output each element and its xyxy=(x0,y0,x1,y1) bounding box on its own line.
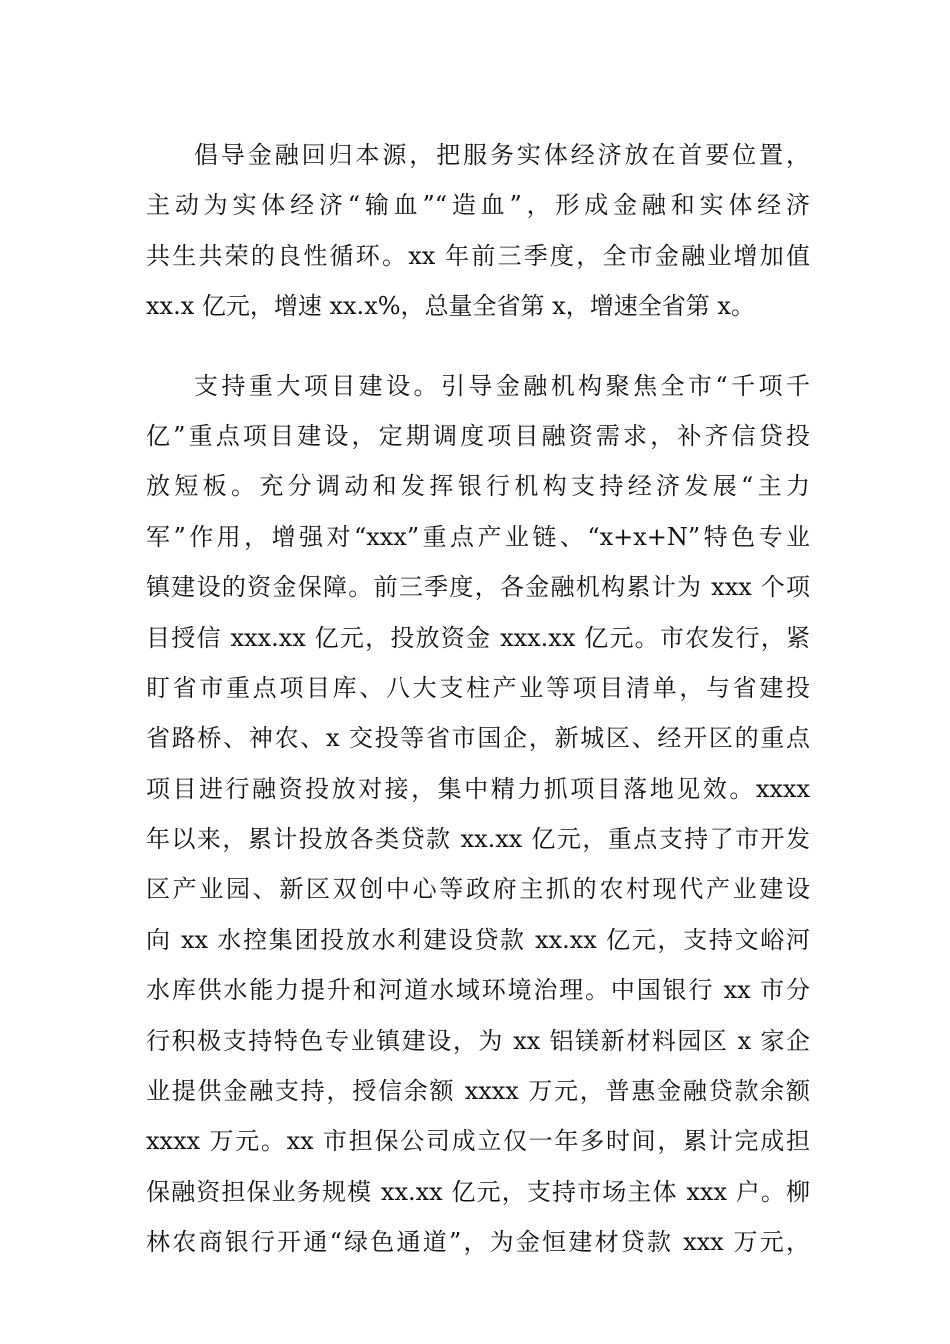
text-line: 项目进行融资投放对接，集中精力抓项目落地见效。xxxx xyxy=(146,774,810,803)
text-line: 放短板。充分调动和发挥银行机构支持经济发展“主力 xyxy=(146,472,810,501)
text-line: 军”作用，增强对“xxx”重点产业链、“x+x+N”特色专业 xyxy=(146,522,810,551)
text-line: 共生共荣的良性循环。xx 年前三季度，全市金融业增加值 xyxy=(146,241,810,270)
paragraph-1 xyxy=(146,130,810,332)
text-line: 目授信 xxx.xx 亿元，投放资金 xxx.xx 亿元。市农发行，紧 xyxy=(146,623,810,652)
text-line: 盯省市重点项目库、八大支柱产业等项目清单，与省建投 xyxy=(146,673,810,702)
paragraph-2 xyxy=(146,361,810,1268)
text-line: 省路桥、神农、x 交投等省市国企，新城区、经开区的重点 xyxy=(146,724,810,753)
text-line: 年以来，累计投放各类贷款 xx.xx 亿元，重点支持了市开发 xyxy=(146,825,810,854)
document-body xyxy=(146,130,810,1268)
text-line: 水库供水能力提升和河道水域环境治理。中国银行 xx 市分 xyxy=(146,976,810,1005)
text-line: 倡导金融回归本源，把服务实体经济放在首要位置， xyxy=(194,141,810,169)
text-line: 亿”重点项目建设，定期调度项目融资需求，补齐信贷投 xyxy=(146,421,810,450)
text-line: 镇建设的资金保障。前三季度，各金融机构累计为 xxx 个项 xyxy=(146,573,810,602)
text-line: 区产业园、新区双创中心等政府主抓的农村现代产业建设 xyxy=(146,875,810,904)
paragraph-gap xyxy=(146,332,810,361)
text-line: 主动为实体经济“输血”“造血”，形成金融和实体经济 xyxy=(146,191,810,220)
text-line: 业提供金融支持，授信余额 xxxx 万元，普惠金融贷款余额 xyxy=(146,1077,810,1106)
text-line: 向 xx 水控集团投放水利建设贷款 xx.xx 亿元，支持文峪河 xyxy=(146,925,810,954)
text-line: 支持重大项目建设。引导金融机构聚焦全市“千项千 xyxy=(194,371,810,400)
text-line: xxxx 万元。xx 市担保公司成立仅一年多时间，累计完成担 xyxy=(146,1127,810,1156)
text-line: 行积极支持特色专业镇建设，为 xx 铝镁新材料园区 x 家企 xyxy=(146,1026,810,1055)
text-line: 保融资担保业务规模 xx.xx 亿元，支持市场主体 xxx 户。柳 xyxy=(146,1177,810,1206)
text-line: xx.x 亿元，增速 xx.x%，总量全省第 x，增速全省第 x。 xyxy=(146,292,755,321)
text-line: 林农商银行开通“绿色通道”，为金恒建材贷款 xxx 万元， xyxy=(146,1228,810,1257)
